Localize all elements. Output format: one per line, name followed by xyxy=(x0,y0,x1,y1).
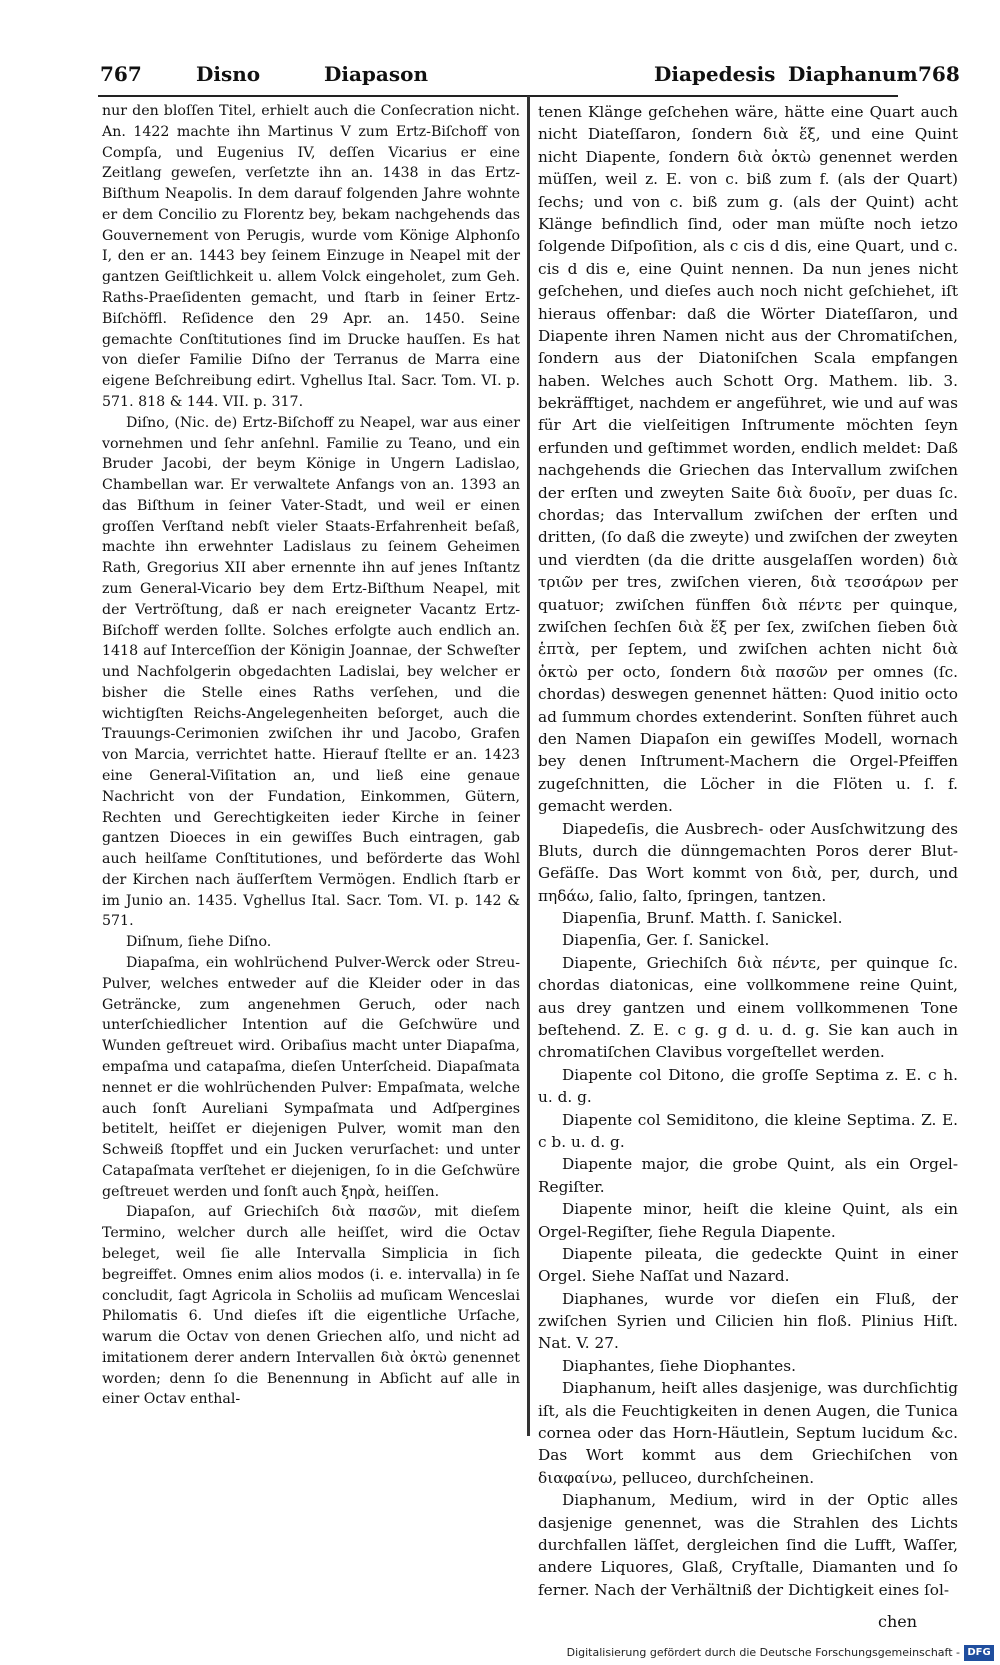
entry-paragraph: Diapaſma, ein wohlrüchend Pulver-Werck oder Streu-Pulver, welches entweder auf die Kleider oder in das Geträncke, zum angenehmen Geruch, oder nach unterſchiedlicher Intention auf die Geſchwüre und Wunden geſtreuet wird. Oribaſius macht unter Diapaſma, empaſma und catapaſma, dieſen Unterſcheid. Diapaſmata nennet er die wohlrüchenden Pulver: Empaſmata, welche auch ſonſt Aureliani Sympaſmata und Adſpergines betitelt, heiſſet er diejenigen Pulver, womit man den Schweiß ſtopffet und ein Jucken verurſachet: und unter Catapaſmata verſtehet er diejenigen, ſo in die Geſchwüre geſtreuet werden und ſonſt auch ξηρὰ, heiſſen. xyxy=(102,955,520,1200)
page-number-left: 767 xyxy=(100,62,142,86)
entry-paragraph: Diapente col Ditono, die groſſe Septima z. E. c h. u. d. g. xyxy=(538,1065,958,1107)
entry-paragraph: Diapente major, die grobe Quint, als ein Orgel-Regiſter. xyxy=(538,1155,958,1196)
entry-paragraph: Diapenſia, Ger. ſ. Sanickel. xyxy=(562,931,770,950)
footer-credit: Digitalisierung gefördert durch die Deutsche Forschungsgemeinschaft - xyxy=(566,1646,960,1659)
header-rule xyxy=(98,95,898,97)
paragraph: nur den bloſſen Titel, erhielt auch die Conſecration nicht. An. 1422 machte ihn Martinus V zum Ertz-Biſchoff von Compſa, und Eugenius IV, deſſen Vicarius er eine Zeitlang geweſen, verſetzte ihn an. 1438 in das Ertz-Biſthum Neapolis. In dem darauf folgenden Jahre wohnte er dem Concilio zu Florentz bey, bekam nachgehends das Gouvernement von Perugis, wurde vom Könige Alphonſo I, den er an. 1443 bey ſeinem Einzuge in Neapel mit der gantzen Geiſtlichkeit u. allem Volck eingeholet, zum Geh. Raths-Praeſidenten gemacht, und ſtarb in ſeiner Ertz-Biſchöffl. Reſidence den 29 Apr. an. 1450. Seine gemachte Conſtitutiones ſind im Drucke hauſſen. Es hat von dieſer Familie Diſno der Terranus de Marra eine eigene Beſchreibung edirt. Vghellus Ital. Sacr. Tom. VI. p. 571. 818 & 144. VII. p. 317. xyxy=(102,103,520,410)
entry-paragraph: Diapedeſis, die Ausbrech- oder Ausſchwitzung des Bluts, durch die dünngemachten Poros derer Blut-Gefäſſe. Das Wort kommt von διὰ, per, durch, und πηδάω, ſalio, ſalto, ſpringen, tantzen. xyxy=(538,819,958,905)
entry-paragraph: Diaphanes, wurde vor dieſen ein Fluß, der zwiſchen Syrien und Cilicien hin floß. Plinius Hiſt. Nat. V. 27. xyxy=(538,1289,958,1353)
entry-paragraph: Diaphanum, heiſt alles dasjenige, was durchſichtig iſt, als die Feuchtigkeiten in denen Augen, die Tunica cornea oder das Horn-Häutlein, Septum lucidum &c. Das Wort kommt aus dem Griechiſchen von διαφαίνω, pelluceo, durchſcheinen. xyxy=(538,1379,958,1487)
entry-paragraph: Diſnum, ſiehe Diſno. xyxy=(126,934,272,951)
header-catchword-left-2: Diapason xyxy=(324,62,428,86)
header-catchword-right-2: Diaphanum xyxy=(788,62,918,86)
column-divider xyxy=(527,96,530,1436)
entry-paragraph: Diapente pileata, die gedeckte Quint in einer Orgel. Siehe Naſſat und Nazard. xyxy=(538,1244,958,1286)
entry-paragraph: Diaphanum, Medium, wird in der Optic alles dasjenige genennet, was die Strahlen des Lichts durchfallen läſſet, dergleichen ſind die Lufft, Waſſer, andere Liquores, Glaß, Cryſtalle, Diamanten und ſo ferner. Nach der Verhältniß der Dichtigkeit eines ſol- xyxy=(538,1491,958,1599)
entry-paragraph: Diapenſia, Brunf. Matth. ſ. Sanickel. xyxy=(562,909,843,928)
page-number-right: 768 xyxy=(918,62,960,86)
catchword: chen xyxy=(878,1612,918,1631)
entry-paragraph: Diſno, (Nic. de) Ertz-Biſchoff zu Neapel, war aus einer vornehmen und ſehr anſehnl. Familie zu Teano, und ein Bruder Jacobi, der beym Könige in Ungern Ladislao, Chambellan war. Er verwaltete Anfangs von an. 1393 an das Biſthum in ſeiner Vater-Stadt, und weil er einen groſſen Verſtand nebſt vieler Staats-Erfahrenheit beſaß, machte ihn erwehnter Ladislaus zu ſeinem Geheimen Rath, Gregorius XII aber ernennte ihn auf jenes Inſtantz zum General-Vicario bey dem Ertz-Biſthum Neapel, mit der Vertröſtung, daß er nach ereigneter Vacantz Ertz-Biſchoff werden ſollte. Solches erfolgte auch endlich an. 1418 auf Interceſſion der Königin Joannae, der Schweſter und Nachfolgerin obgedachten Ladislai, bey welcher er bisher die Stelle eines Raths verſehen, und die wichtigſten Reichs-Angelegenheiten beſorget, auch die Trauungs-Cerimonien zwiſchen ihr und Jacobo, Grafen von Marcia, verrichtet hatte. Hierauf ſtellte er an. 1423 eine General-Viſitation an, und ließ eine genaue Nachricht von der Fundation, Einkommen, Gütern, Rechten und Gerechtigkeiten ieder Kirche in ſeiner gantzen Dioeces in ein gewiſſes Buch eintragen, gab auch heilſame Conſtitutiones, und beförderte das Wohl der Kirchen nach äuſſerſtem Vermögen. Endlich ſtarb er im Junio an. 1435. Vghellus Ital. Sacr. Tom. VI. p. 142 & 571. xyxy=(102,414,520,930)
header-catchword-right-1: Diapedesis xyxy=(654,62,776,86)
entry-paragraph: Diapente, Griechiſch διὰ πέντε, per quinque ſc. chordas diatonicas, eine vollkommene reine Quint, aus drey gantzen und einem vollkommenen Tone beſtehend. Z. E. c g. g d. u. d. g. Sie kan auch in chromatiſchen Clavibus vorgeſtellet werden. xyxy=(538,953,958,1062)
entry-paragraph: Diapente col Semiditono, die kleine Septima. Z. E. c b. u. d. g. xyxy=(538,1110,958,1151)
digitization-footer xyxy=(0,1644,1000,1665)
dfg-logo: DFG xyxy=(964,1645,994,1661)
entry-paragraph: Diapaſon, auf Griechiſch διὰ πασῶν, mit dieſem Termino, welcher durch alle heiſſet, wird die Octav beleget, weil ſie alle Intervalla Simplicia in ſich begreiffet. Omnes enim alios modos (i. e. intervalla) in ſe concludit, ſagt Agricola in Scholiis ad muſicam Wenceslai Philomatis 6. Und dieſes iſt die eigentliche Urſache, warum die Octav von denen Griechen alſo, und nicht ad imitationem derer andern Intervallen διὰ ὀκτὼ genennet worden; denn ſo die Benennung in Abſicht auf alle in einer Octav enthal- xyxy=(102,1204,520,1408)
header-catchword-left-1: Disno xyxy=(196,62,261,86)
running-header xyxy=(88,58,960,92)
right-column xyxy=(538,101,958,1601)
entry-paragraph: Diaphantes, ſiehe Diophantes. xyxy=(562,1356,796,1375)
paragraph: tenen Klänge geſchehen wäre, hätte eine Quart auch nicht Diateſſaron, ſondern διὰ ἕξ, und eine Quint nicht Diapente, ſondern διὰ ὀκτὼ genennet werden müſſen, weil z. E. von c. biß zum f. (als der Quart) ſechs; und von c. biß zum g. (als der Quint) acht Klänge befindlich ſind, oder man müſte noch ietzo ſolgende Diſpoſition, als c cis d dis, eine Quart, und c. cis d dis e, eine Quint nennen. Da nun jenes nicht geſchehen, und dieſes auch noch nicht geſchiehet, iſt hieraus offenbar: daß die Wörter Diateſſaron, und Diapente ihren Namen nicht aus der Chromatiſchen, ſondern aus der Diatoniſchen Scala empfangen haben. Welches auch Schott Org. Mathem. lib. 3. bekräfftiget, nachdem er angeführet, wie und auf was für Art die vielſeitigen Inſtrumente möchten ſeyn erfunden und geſtimmet worden, endlich meldet: Daß nachgehends die Griechen das Intervallum zwiſchen der erſten und zweyten Saite διὰ δυοῖν, per duas ſc. chordas; das Intervallum zwiſchen der erſten und dritten, (ſo daß die zweyte) und zwiſchen der zweyten und vierdten (da die dritte ausgelaſſen worden) διὰ τριῶν per tres, zwiſchen vieren, διὰ τεσσάρων per quatuor; zwiſchen fünffen διὰ πέντε per quinque, zwiſchen ſechſen διὰ ἕξ per ſex, zwiſchen ſieben διὰ ἑπτὰ, per ſeptem, und zwiſchen achten nicht διὰ ὀκτὼ per octo, ſondern διὰ πασῶν per omnes (ſc. chordas) deswegen genennet hätten: Quod initio octo ad ſummum chordes extenderint. Sonſten führet auch den Namen Diapaſon ein gewiſſes Modell, wornach bey denen Inſtrument-Machern die Orgel-Pfeiffen zugeſchnitten, die Löcher in die Flöten u. ſ. f. gemacht werden. xyxy=(538,103,958,816)
entry-paragraph: Diapente minor, heiſt die kleine Quint, als ein Orgel-Regiſter, ſiehe Regula Diapente. xyxy=(538,1200,958,1241)
left-column xyxy=(102,101,520,1410)
